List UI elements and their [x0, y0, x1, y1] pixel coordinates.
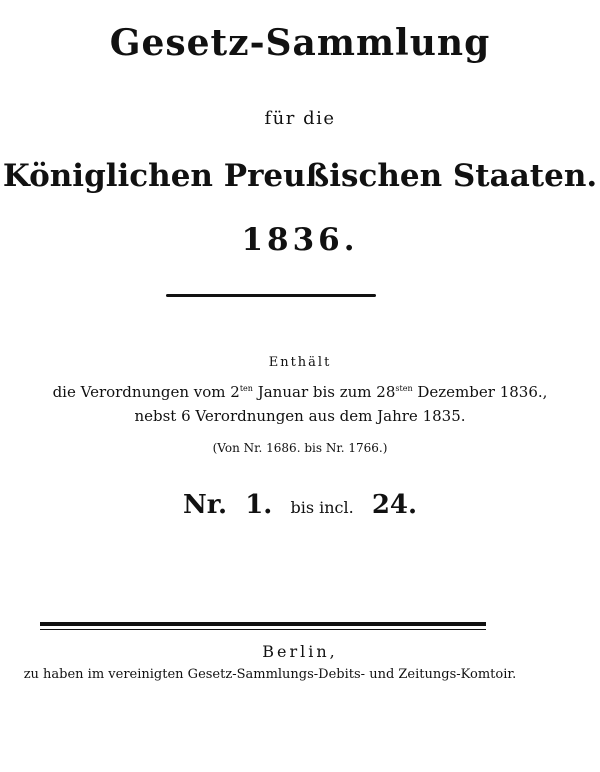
- publisher-line: zu haben im vereinigten Gesetz-Sammlungs-Debits- und Zeitungs-Komtoir.: [23, 667, 517, 682]
- contents-line-1-c: Dezember 1836.,: [412, 383, 548, 401]
- issue-bis-incl: bis incl.: [290, 498, 354, 517]
- contents-sup-1: ten: [239, 384, 253, 393]
- issue-nr: Nr.: [182, 490, 228, 520]
- title-fuer-die: für die: [264, 108, 336, 129]
- divider-rule: [166, 294, 376, 297]
- title-year: 1836.: [241, 222, 359, 258]
- divider-double-rule-bottom: [40, 629, 486, 630]
- contents-sup-2: sten: [395, 384, 413, 393]
- contents-line-1: [0, 383, 600, 401]
- publisher-city: Berlin,: [262, 642, 338, 661]
- title-staaten: Königlichen Preußischen Staaten.: [2, 158, 598, 194]
- issue-range: [0, 490, 600, 520]
- contents-line-1-b: Januar bis zum 28: [252, 383, 396, 401]
- issue-from: 1.: [245, 490, 273, 520]
- contents-line-1-a: die Verordnungen vom 2: [52, 383, 240, 401]
- divider-double-rule-top: [40, 622, 486, 626]
- contents-label: Enthält: [268, 355, 332, 370]
- title-main: Gesetz-Sammlung: [109, 22, 491, 64]
- contents-line-2: nebst 6 Verordnungen aus dem Jahre 1835.: [134, 407, 466, 425]
- issue-to: 24.: [371, 490, 418, 520]
- range-note: (Von Nr. 1686. bis Nr. 1766.): [212, 441, 388, 455]
